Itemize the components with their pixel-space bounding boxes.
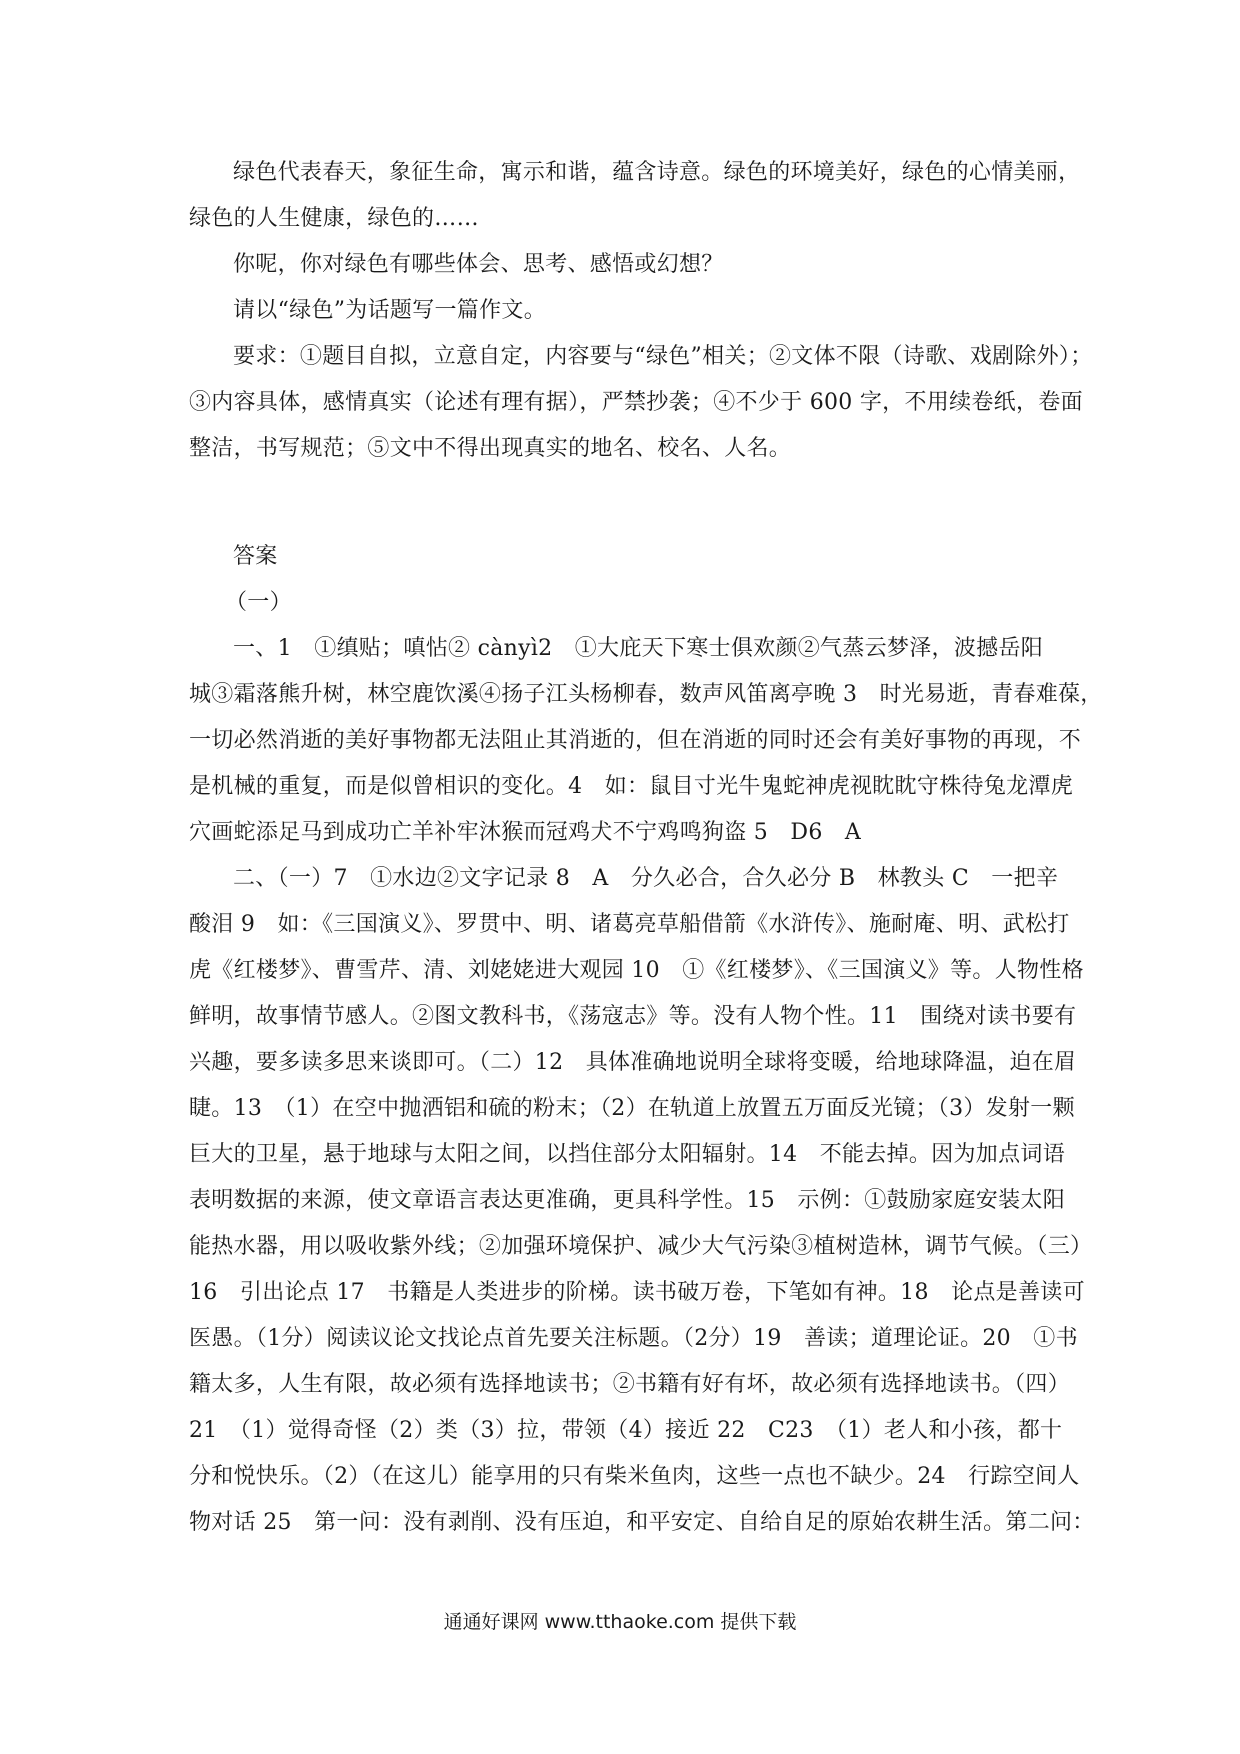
answer-line: 酸泪 9 如：《三国演义》、罗贯中、明、诸葛亮草船借箭《水浒传》、施耐庵、明、武松打 [189,912,1070,937]
answer-line: 能热水器，用以吸收紫外线；②加强环境保护、减少大气污染③植树造林，调节气候。（三） [189,1234,1093,1259]
answer-line: 物对话 25 第一问：没有剥削、没有压迫，和平安定、自给自足的原始农耕生活。第二问： [189,1510,1095,1535]
answer-line: 兴趣，要多读多思来谈即可。（二）12 具体准确地说明全球将变暖，给地球降温，迫在眉 [189,1050,1077,1075]
answer-line: 医愚。（1分）阅读议论文找论点首先要关注标题。（2分）19 善读；道理论证。20 ①书 [189,1326,1078,1351]
answer-line: 睫。13 （1）在空中抛洒铝和硫的粉末；（2）在轨道上放置五万面反光镜；（3）发射一颗 [189,1096,1075,1121]
answer-line: 16 引出论点 17 书籍是人类进步的阶梯。读书破万卷，下笔如有神。18 论点是善读可 [189,1280,1085,1305]
prompt-line: 绿色代表春天，象征生命，寓示和谐，蕴含诗意。绿色的环境美好，绿色的心情美丽， [233,160,1081,185]
answer-line: 穴画蛇添足马到成功亡羊补牢沐猴而冠鸡犬不宁鸡鸣狗盗 5 D6 A [189,820,862,845]
answers-heading: 答案 [233,544,278,569]
section-one-label: （一） [225,590,292,615]
answer-line: 巨大的卫星，悬于地球与太阳之间，以挡住部分太阳辐射。14 不能去掉。因为加点词语 [189,1142,1065,1167]
requirements-line: 整洁，书写规范；⑤文中不得出现真实的地名、校名、人名。 [189,436,792,461]
answer-line: 城③霜落熊升树，林空鹿饮溪④扬子江头杨柳春，数声风笛离亭晚 3 时光易逝，青春难葆， [189,682,1103,707]
answer-line: 籍太多，人生有限，故必须有选择地读书；②书籍有好有坏，故必须有选择地读书。（四） [189,1372,1071,1397]
answers-section [189,534,1103,1546]
answer-line: 表明数据的来源，使文章语言表达更准确，更具科学性。15 示例：①鼓励家庭安装太阳 [189,1188,1065,1213]
prompt-line: 绿色的人生健康，绿色的…… [189,206,479,231]
answer-line: 二、（一）7 ①水边②文字记录 8 A 分久必合，合久必分 B 林教头 C 一把辛 [233,866,1059,891]
answer-line: 鲜明，故事情节感人。②图文教科书，《荡寇志》等。没有人物个性。11 围绕对读书要有 [189,1004,1077,1029]
answer-line: 21 （1）觉得奇怪（2）类（3）拉，带领（4）接近 22 C23 （1）老人和小孩，都十 [189,1418,1063,1443]
prompt-line: 请以“绿色”为话题写一篇作文。 [233,298,546,323]
document-page [189,150,1103,1546]
answer-line: 一切必然消逝的美好事物都无法阻止其消逝的，但在消逝的同时还会有美好事物的再现，不 [189,728,1082,753]
answer-line: 一、1 ①缜贴；嗔怗② cànyì2 ①大庇天下寒士俱欢颜②气蒸云梦泽，波撼岳阳 [233,636,1044,661]
page-footer: 通通好课网 www.tthaoke.com 提供下载 [443,1611,797,1633]
prompt-line: 你呢，你对绿色有哪些体会、思考、感悟或幻想？ [233,252,724,277]
answer-line: 是机械的重复，而是似曾相识的变化。4 如：鼠目寸光牛鬼蛇神虎视眈眈守株待兔龙潭虎 [189,774,1073,799]
requirements-line: ③内容具体，感情真实（论述有理有据），严禁抄袭；④不少于 600 字，不用续卷纸，卷面 [189,390,1083,415]
answer-line: 分和悦快乐。（2）（在这儿）能享用的只有柴米鱼肉，这些一点也不缺少。24 行踪空间人 [189,1464,1080,1489]
section-gap [189,472,1059,534]
answer-line: 虎《红楼梦》、曹雪芹、清、刘姥姥进大观园 10 ①《红楼梦》、《三国演义》等。人物性格 [189,958,1084,983]
requirements-line: 要求：①题目自拟，立意自定，内容要与“绿色”相关；②文体不限（诗歌、戏剧除外）； [233,344,1093,369]
essay-prompt [189,150,1093,472]
